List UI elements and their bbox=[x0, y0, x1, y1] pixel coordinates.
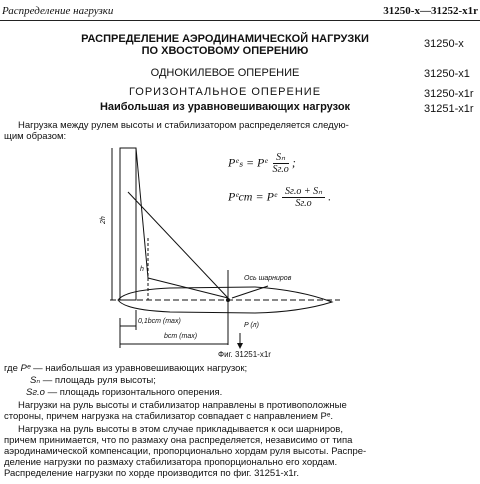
subtitle-single-fin: ОДНОКИЛЕВОЕ ОПЕРЕНИЕ bbox=[150, 67, 300, 79]
label-h: h bbox=[140, 266, 144, 273]
section-code-3: 31250-x1r bbox=[424, 88, 474, 100]
section-code-2: 31250-x1 bbox=[424, 68, 470, 80]
running-header-left: Распределение нагрузки bbox=[2, 5, 114, 17]
legend-symbol-1: Pᵉ bbox=[20, 363, 31, 374]
label-b: bст (max) bbox=[164, 333, 198, 340]
intro-line2: щим образом: bbox=[4, 131, 67, 142]
formula-2-tail: . bbox=[328, 189, 332, 204]
legend-symbol-2: Sₙ bbox=[30, 375, 41, 386]
legend-prefix: где bbox=[4, 363, 21, 374]
pl-arrowhead bbox=[237, 343, 243, 349]
formula-1-lhs: Pᵉₛ = Pᵉ bbox=[228, 155, 268, 170]
legend-symbol-3: Sг.о bbox=[26, 387, 45, 398]
label-2h: 2h bbox=[100, 216, 107, 224]
legend-text-3: — площадь горизонтального оперения. bbox=[47, 387, 223, 398]
section-code-4: 31251-x1r bbox=[424, 103, 474, 115]
distribution-line-3 bbox=[136, 148, 148, 278]
legend-row-1 bbox=[4, 363, 247, 374]
subtitle-largest: Наибольшая из уравновешивающих нагрузок bbox=[99, 101, 351, 113]
paragraph-2-line1: Нагрузка на руль высоты в этом случае прикладывается к оси шарниров, bbox=[18, 424, 343, 435]
hinge-point bbox=[226, 298, 230, 302]
formula-2-lhs: Pᵉст = Pᵉ bbox=[228, 189, 278, 204]
hinge-leader bbox=[232, 286, 268, 298]
paragraph-2-line2: причем принимается, что по размаху она распределяется, независимо от типа bbox=[4, 435, 353, 446]
paragraph-2-line5: Распределение нагрузки по хорде производится по фиг. 31251-x1r. bbox=[4, 468, 299, 479]
paragraph-1-line2: стороны, причем нагрузка на стабилизатор совпадает с направлением Pᵉ. bbox=[4, 411, 334, 422]
running-header-right: 31250-x—31252-x1r bbox=[383, 5, 478, 17]
legend-row-2 bbox=[30, 375, 156, 386]
section-code-1: 31250-x bbox=[424, 38, 464, 50]
figure-caption: Фиг. 31251-x1r bbox=[218, 350, 271, 359]
paragraph-2-line4: деление нагрузки по размаху стабилизатора пропорционально его хордам. bbox=[4, 457, 338, 468]
label-01b: 0,1bст (max) bbox=[138, 318, 181, 325]
formula-2-numerator: Sг.о + Sₙ bbox=[282, 186, 325, 198]
formula-2-denominator: Sг.о bbox=[295, 198, 312, 209]
paragraph-1-line1: Нагрузки на руль высоты и стабилизатор направлены в противоположные bbox=[18, 400, 347, 411]
formula-1-tail: ; bbox=[291, 155, 296, 170]
label-hinge-axis: Ось шарниров bbox=[244, 275, 292, 282]
load-block bbox=[120, 148, 136, 300]
legend-row-3 bbox=[26, 387, 222, 398]
paragraph-2-line3: аэродинамической компенсации, пропорционально хордам руля высоты. Распре- bbox=[4, 446, 367, 457]
intro-line1: Нагрузка между рулем высоты и стабилизатором распределяется следую- bbox=[18, 120, 349, 131]
legend-text-1: — наибольшая из уравновешивающих нагрузок; bbox=[33, 363, 248, 374]
main-title-line2: ПО ХВОСТОВОМУ ОПЕРЕНИЮ bbox=[141, 45, 309, 57]
formula-1-numerator: Sₙ bbox=[273, 152, 289, 164]
main-title-line1: РАСПРЕДЕЛЕНИЕ АЭРОДИНАМИЧЕСКОЙ НАГРУЗКИ bbox=[81, 33, 369, 45]
formula-1-denominator: Sг.о bbox=[272, 164, 289, 175]
legend-text-2: — площадь руля высоты; bbox=[42, 375, 156, 386]
label-pl: P (л) bbox=[244, 322, 259, 329]
subtitle-horizontal: ГОРИЗОНТАЛЬНОЕ ОПЕРЕНИЕ bbox=[128, 86, 322, 98]
distribution-line-1 bbox=[128, 192, 228, 298]
